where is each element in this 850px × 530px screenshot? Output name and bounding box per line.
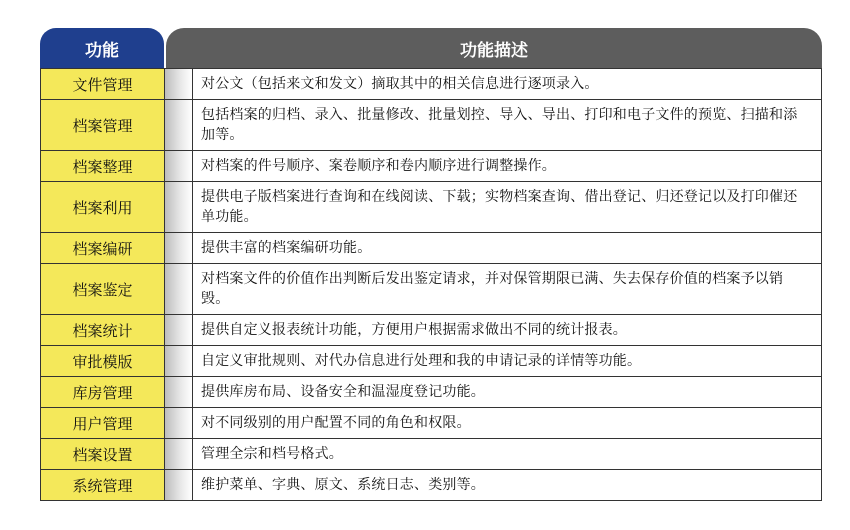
table-body [40,68,822,501]
description-cell: 对公文（包括来文和发文）摘取其中的相关信息进行逐项录入。 [193,69,821,99]
function-cell: 文件管理 [41,69,165,99]
function-cell: 档案整理 [41,151,165,181]
gradient-divider [165,439,193,469]
description-cell: 包括档案的归档、录入、批量修改、批量划控、导入、导出、打印和电子文件的预览、扫描和添加等。 [193,100,821,150]
function-cell: 审批模版 [41,346,165,376]
description-cell: 提供丰富的档案编研功能。 [193,233,821,263]
function-cell: 库房管理 [41,377,165,407]
description-cell: 对不同级别的用户配置不同的角色和权限。 [193,408,821,438]
table-row [41,263,821,314]
function-cell: 档案利用 [41,182,165,232]
gradient-divider [165,233,193,263]
function-table [40,28,822,501]
function-cell: 档案鉴定 [41,264,165,314]
gradient-divider [165,264,193,314]
function-cell: 档案设置 [41,439,165,469]
gradient-divider [165,470,193,500]
description-cell: 提供库房布局、设备安全和温湿度登记功能。 [193,377,821,407]
header-description: 功能描述 [166,28,822,68]
table-row [41,438,821,469]
description-cell: 提供电子版档案进行查询和在线阅读、下载；实物档案查询、借出登记、归还登记以及打印催还单功能。 [193,182,821,232]
table-row [41,345,821,376]
gradient-divider [165,151,193,181]
table-row [41,469,821,500]
table-row [41,314,821,345]
table-row [41,232,821,263]
description-cell: 管理全宗和档号格式。 [193,439,821,469]
gradient-divider [165,100,193,150]
gradient-divider [165,182,193,232]
function-cell: 系统管理 [41,470,165,500]
function-cell: 档案编研 [41,233,165,263]
gradient-divider [165,69,193,99]
function-cell: 档案管理 [41,100,165,150]
description-cell: 自定义审批规则、对代办信息进行处理和我的申请记录的详情等功能。 [193,346,821,376]
description-cell: 维护菜单、字典、原文、系统日志、类别等。 [193,470,821,500]
table-row [41,99,821,150]
gradient-divider [165,377,193,407]
table-header [40,28,822,68]
header-function: 功能 [40,28,164,68]
table-row [41,68,821,99]
gradient-divider [165,346,193,376]
description-cell: 提供自定义报表统计功能，方便用户根据需求做出不同的统计报表。 [193,315,821,345]
function-cell: 档案统计 [41,315,165,345]
gradient-divider [165,408,193,438]
table-row [41,181,821,232]
description-cell: 对档案文件的价值作出判断后发出鉴定请求，并对保管期限已满、失去保存价值的档案予以销毁。 [193,264,821,314]
description-cell: 对档案的件号顺序、案卷顺序和卷内顺序进行调整操作。 [193,151,821,181]
table-row [41,376,821,407]
function-cell: 用户管理 [41,408,165,438]
table-row [41,150,821,181]
gradient-divider [165,315,193,345]
table-row [41,407,821,438]
